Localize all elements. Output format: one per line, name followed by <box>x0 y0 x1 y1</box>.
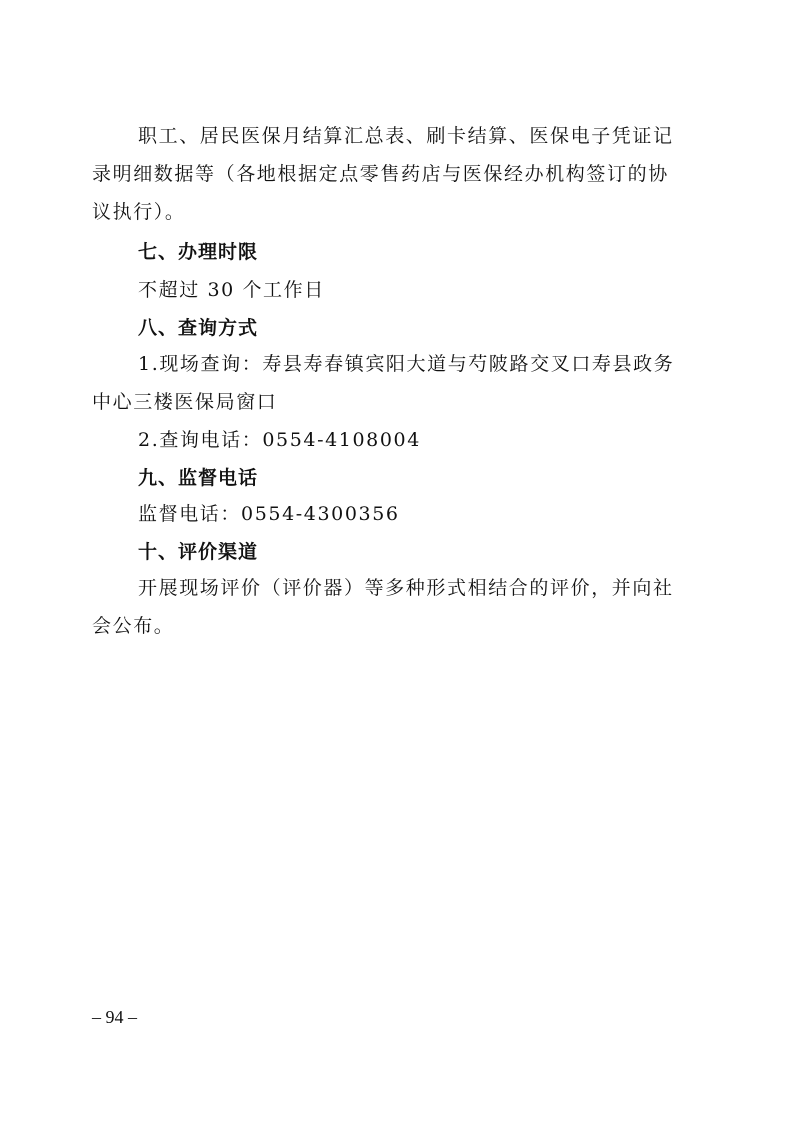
section-8-item-1-line-2: 中心三楼医保局窗口 <box>92 391 278 413</box>
materials-line-3: 议执行）。 <box>92 201 186 223</box>
materials-line-1: 职工、居民医保月结算汇总表、刷卡结算、医保电子凭证记 <box>138 125 674 147</box>
section-8-item-1-line-1: 1.现场查询：寿县寿春镇宾阳大道与芍陂路交叉口寿县政务 <box>138 353 675 375</box>
section-8-heading: 八、查询方式 <box>138 317 259 339</box>
materials-line-2: 录明细数据等（各地根据定点零售药店与医保经办机构签订的协 <box>92 163 669 185</box>
section-8-item-2: 2.查询电话：0554-4108004 <box>138 429 421 451</box>
page-number: – 94 – <box>92 1007 137 1027</box>
section-7-heading: 七、办理时限 <box>138 241 259 263</box>
section-9-heading: 九、监督电话 <box>138 467 259 489</box>
section-7-text: 不超过 30 个工作日 <box>138 279 325 301</box>
section-10-heading: 十、评价渠道 <box>138 541 259 563</box>
section-10-line-1: 开展现场评价（评价器）等多种形式相结合的评价，并向社 <box>138 577 674 599</box>
section-10-line-2: 会公布。 <box>92 615 175 637</box>
section-9-text: 监督电话：0554-4300356 <box>138 503 400 525</box>
